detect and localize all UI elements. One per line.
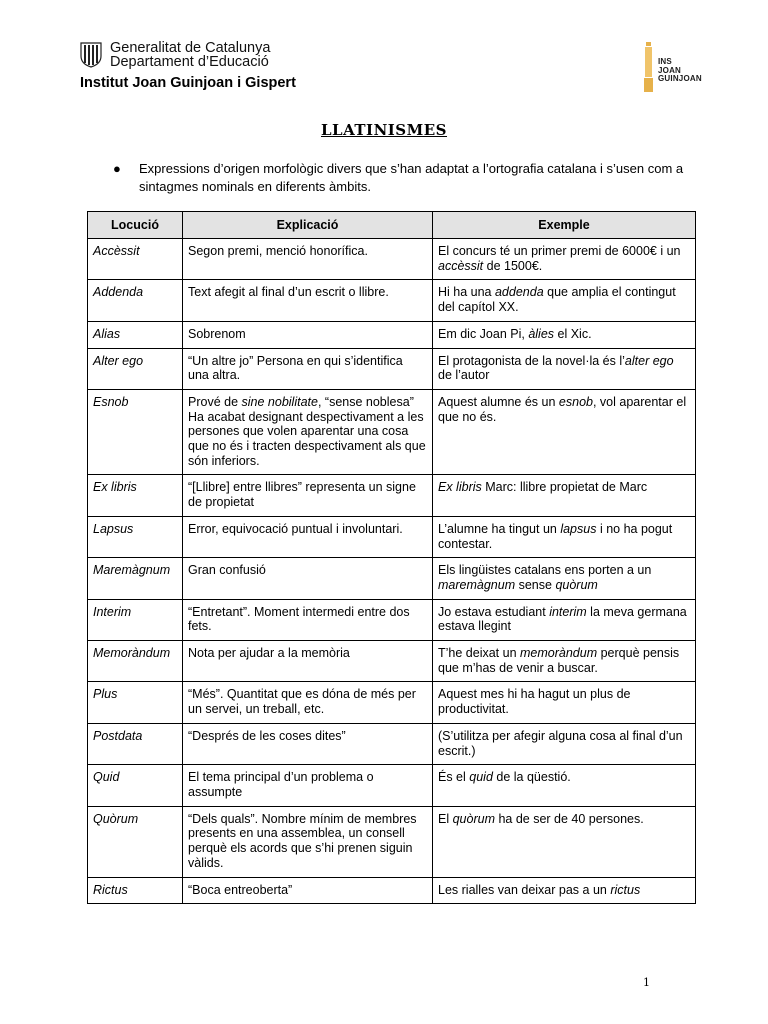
term-cell: Interim (88, 599, 183, 640)
explicacio-cell: “Entretant”. Moment intermedi entre dos fets. (183, 599, 433, 640)
exemple-cell: Les rialles van deixar pas a un rictus (433, 877, 696, 904)
explicacio-cell: Error, equivocació puntual i involuntari. (183, 516, 433, 557)
table-row (88, 877, 696, 904)
explicacio-cell: “[Llibre] entre llibres” representa un signe de propietat (183, 475, 433, 516)
table-row (88, 475, 696, 516)
explicacio-cell: Text afegit al final d’un escrit o llibre. (183, 280, 433, 321)
table-body (88, 239, 696, 904)
explicacio-cell: “Boca entreoberta” (183, 877, 433, 904)
explicacio-cell: Sobrenom (183, 321, 433, 348)
page-title: LLATINISMES (320, 121, 448, 139)
exemple-cell: Hi ha una addenda que amplia el contingut del capítol XX. (433, 280, 696, 321)
exemple-cell: L’alumne ha tingut un lapsus i no ha pogut contestar. (433, 516, 696, 557)
term-cell: Quid (88, 765, 183, 806)
table-row (88, 348, 696, 389)
explicacio-cell: “Després de les coses dites” (183, 723, 433, 764)
page-number: 1 (643, 976, 650, 989)
table-row (88, 599, 696, 640)
table-row (88, 239, 696, 280)
table-row (88, 389, 696, 475)
explicacio-cell: Nota per ajudar a la memòria (183, 641, 433, 682)
term-cell: Maremàgnum (88, 558, 183, 599)
table-row (88, 682, 696, 723)
exemple-cell: Jo estava estudiant interim la meva germana estava llegint (433, 599, 696, 640)
logo-tower-icon (644, 42, 653, 92)
logo-text (658, 58, 702, 84)
column-header-locucio: Locució (88, 212, 183, 239)
department-line-2: Departament d’Educació (110, 54, 269, 70)
term-cell: Alter ego (88, 348, 183, 389)
term-cell: Esnob (88, 389, 183, 475)
explicacio-cell: El tema principal d’un problema o assumpte (183, 765, 433, 806)
exemple-cell: (S’utilitza per afegir alguna cosa al final d’un escrit.) (433, 723, 696, 764)
exemple-cell: Aquest mes hi ha hagut un plus de productivitat. (433, 682, 696, 723)
exemple-cell: Em dic Joan Pi, àlies el Xic. (433, 321, 696, 348)
term-cell: Plus (88, 682, 183, 723)
school-name: Institut Joan Guinjoan i Gispert (80, 75, 296, 91)
department-line-1: Generalitat de Catalunya (110, 40, 271, 56)
table-row (88, 765, 696, 806)
department-name (110, 41, 270, 69)
column-header-exemple: Exemple (433, 212, 696, 239)
explicacio-cell: Gran confusió (183, 558, 433, 599)
term-cell: Memoràndum (88, 641, 183, 682)
table-row (88, 558, 696, 599)
table-row (88, 723, 696, 764)
logo-line: INS (658, 57, 672, 66)
bullet-dot-icon: ● (113, 161, 121, 176)
term-cell: Ex libris (88, 475, 183, 516)
table-row (88, 641, 696, 682)
explicacio-cell: Prové de sine nobilitate, “sense noblesa” Ha acabat designant despectivament a les persones que volen aparentar una cosa que no és i tracten despectivament als que són inferiors. (183, 389, 433, 475)
term-cell: Accèssit (88, 239, 183, 280)
table-row (88, 806, 696, 877)
column-header-explicacio: Explicació (183, 212, 433, 239)
generalitat-logo-icon (80, 42, 102, 68)
ins-joan-guinjoan-logo (640, 40, 700, 96)
table-row (88, 280, 696, 321)
exemple-cell: Aquest alumne és un esnob, vol aparentar el que no és. (433, 389, 696, 475)
term-cell: Rictus (88, 877, 183, 904)
exemple-cell: El concurs té un primer premi de 6000€ i un accèssit de 1500€. (433, 239, 696, 280)
logo-line: GUINJOAN (658, 74, 702, 83)
term-cell: Quòrum (88, 806, 183, 877)
term-cell: Alias (88, 321, 183, 348)
explicacio-cell: “Més”. Quantitat que es dóna de més per un servei, un treball, etc. (183, 682, 433, 723)
exemple-cell: El quòrum ha de ser de 40 persones. (433, 806, 696, 877)
exemple-cell: T’he deixat un memoràndum perquè pensis que m’has de venir a buscar. (433, 641, 696, 682)
table-row (88, 321, 696, 348)
exemple-cell: Ex libris Marc: llibre propietat de Marc (433, 475, 696, 516)
table-row (88, 516, 696, 557)
explicacio-cell: Segon premi, menció honorífica. (183, 239, 433, 280)
term-cell: Addenda (88, 280, 183, 321)
intro-text: Expressions d’origen morfològic divers que s’han adaptat a l’ortografia catalana i s’usen com a sintagmes nominals en diferents àmbits. (139, 161, 684, 194)
table-header-row (88, 212, 696, 239)
explicacio-cell: “Un altre jo” Persona en qui s’identifica una altra. (183, 348, 433, 389)
exemple-cell: És el quid de la qüestió. (433, 765, 696, 806)
latinisms-table (87, 211, 696, 904)
exemple-cell: Els lingüistes catalans ens porten a un maremàgnum sense quòrum (433, 558, 696, 599)
term-cell: Lapsus (88, 516, 183, 557)
document-header (78, 40, 702, 100)
explicacio-cell: “Dels quals”. Nombre mínim de membres presents en una assemblea, un consell perquè els acords que s’hi prenen siguin vàlids. (183, 806, 433, 877)
exemple-cell: El protagonista de la novel·la és l’alter ego de l’autor (433, 348, 696, 389)
term-cell: Postdata (88, 723, 183, 764)
logo-line: JOAN (658, 65, 682, 75)
